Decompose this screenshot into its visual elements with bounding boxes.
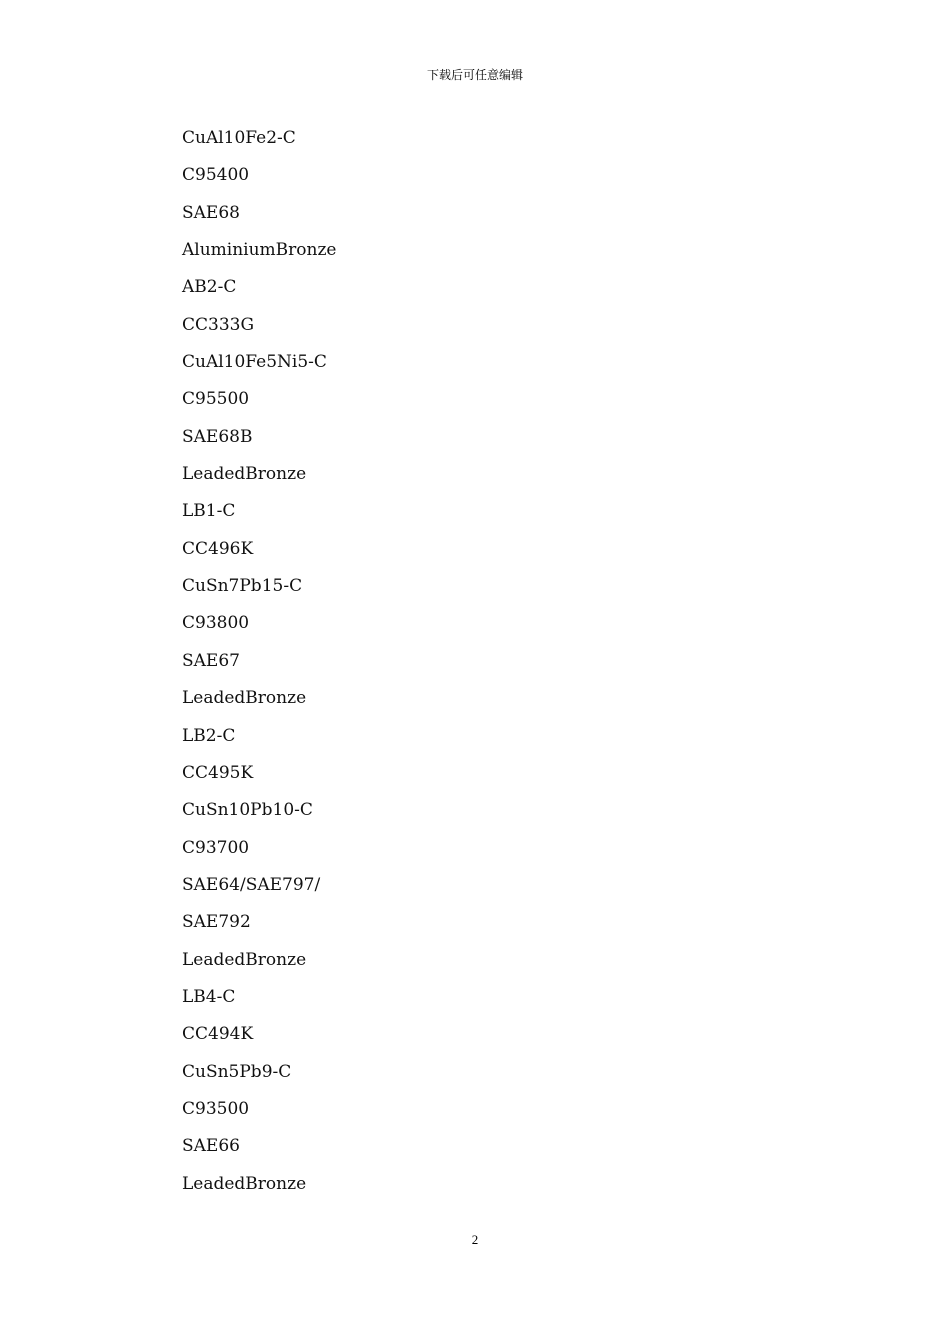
text-line: C93700: [182, 837, 250, 858]
text-line: SAE68: [182, 202, 240, 223]
text-line: SAE67: [182, 650, 240, 671]
text-line: C93800: [182, 613, 250, 634]
text-line: LB4-C: [182, 986, 236, 1007]
text-line: CuAl10Fe5Ni5-C: [182, 352, 327, 373]
page-header: 下载后可任意编辑: [426, 68, 523, 82]
text-line: LeadedBronze: [182, 1173, 307, 1194]
text-line: SAE68B: [182, 426, 253, 447]
text-line: CuSn7Pb15-C: [182, 576, 303, 597]
text-line: CuSn10Pb10-C: [182, 800, 313, 821]
text-line: LeadedBronze: [182, 464, 307, 485]
text-line: AluminiumBronze: [182, 240, 337, 261]
text-line: LeadedBronze: [182, 949, 307, 970]
text-line: C95500: [182, 389, 250, 410]
text-line: SAE792: [182, 912, 251, 933]
text-line: LB1-C: [182, 501, 236, 522]
text-line: CC494K: [182, 1024, 254, 1045]
text-line: LB2-C: [182, 725, 236, 746]
text-line: SAE64/SAE797/: [182, 874, 321, 895]
text-line: AB2-C: [182, 277, 237, 298]
text-line: SAE66: [182, 1136, 240, 1157]
text-line: C93500: [182, 1098, 250, 1119]
document-body: [182, 126, 782, 1209]
text-line: CuAl10Fe2-C: [182, 128, 296, 148]
text-line: CuSn5Pb9-C: [182, 1061, 292, 1082]
text-line: LeadedBronze: [182, 688, 307, 709]
text-line: CC495K: [182, 762, 254, 783]
text-line: CC496K: [182, 538, 254, 559]
text-line: CC333G: [182, 314, 255, 335]
text-line: C95400: [182, 165, 250, 186]
page-number: 2: [471, 1232, 479, 1247]
